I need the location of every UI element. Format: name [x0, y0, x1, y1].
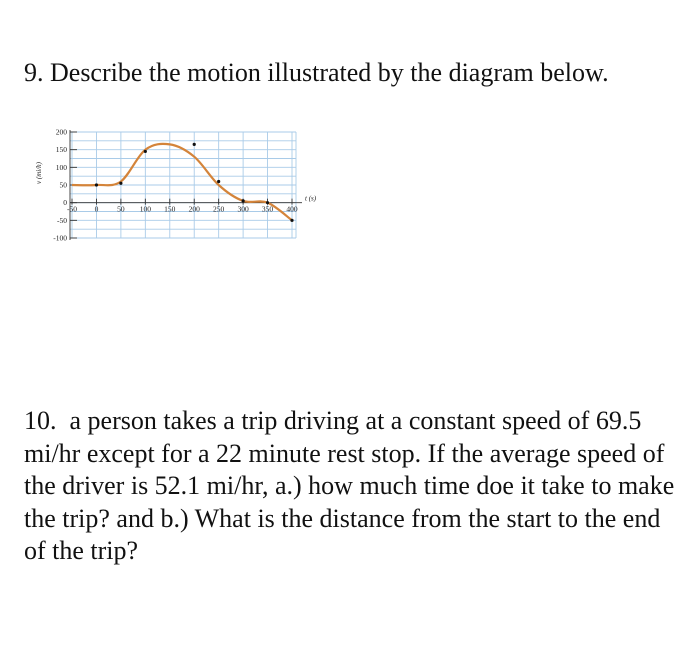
x-axis-label: t (s) [305, 194, 317, 203]
data-point [119, 182, 122, 185]
data-point [242, 199, 245, 202]
y-axis-label: v (mi/h) [35, 162, 43, 184]
x-tick-label: 150 [164, 204, 176, 214]
y-tick-label: 150 [55, 145, 67, 155]
question-9-number: 9. [24, 58, 44, 87]
data-point [144, 150, 147, 153]
data-point [95, 183, 98, 186]
data-point [193, 143, 196, 146]
y-tick-label: -100 [53, 233, 67, 243]
question-9 [24, 57, 609, 89]
x-tick-label: 400 [286, 204, 298, 214]
x-tick-label: 300 [237, 204, 249, 214]
question-10 [24, 405, 680, 568]
x-tick-label: 200 [188, 204, 200, 214]
y-tick-label: 100 [55, 162, 67, 172]
velocity-time-graph [26, 120, 326, 255]
question-10-number: 10. [24, 406, 57, 435]
question-9-text: Describe the motion illustrated by the diagram below. [50, 58, 609, 87]
y-tick-label: 200 [55, 127, 67, 137]
x-tick-label: 0 [94, 204, 99, 214]
data-point [290, 219, 293, 222]
question-10-text: a person takes a trip driving at a constant speed of 69.5 mi/hr except for a 22 minute rest stop. If the average speed of the driver is 52.1 mi/hr, a.) how much time doe it take to make the trip? and b.) What is the distance from the start to the end of the trip? [24, 406, 675, 565]
x-tick-label: 250 [213, 204, 225, 214]
x-tick-label: 350 [261, 204, 274, 214]
data-point [266, 201, 269, 204]
velocity-time-chart [26, 120, 326, 255]
data-point [217, 180, 220, 183]
y-tick-label: 0 [63, 198, 67, 208]
x-tick-label: -50 [67, 204, 77, 214]
series-line-velocity [72, 144, 292, 220]
y-tick-label: 50 [59, 180, 67, 190]
y-tick-label: -50 [57, 215, 67, 225]
x-tick-label: 100 [139, 204, 151, 214]
x-tick-label: 50 [117, 204, 125, 214]
